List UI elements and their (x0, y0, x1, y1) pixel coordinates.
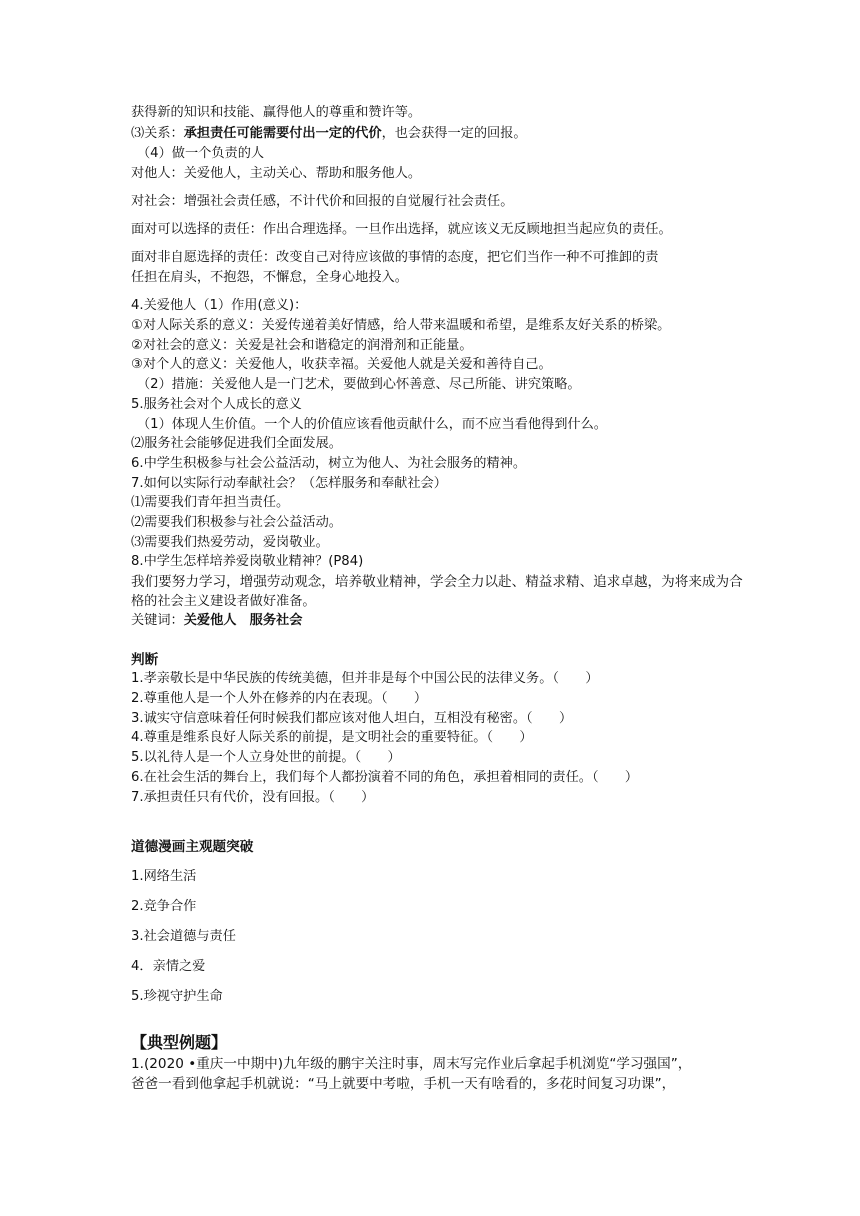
comic-heading: 道德漫画主观题突破 (131, 839, 254, 855)
judge-item: 4.尊重是维系良好人际关系的前提，是文明社会的重要特征。（ ） (131, 730, 533, 745)
label-relation: ⑶关系： (131, 126, 184, 141)
example-text: 1.(2020 •重庆一中期中)九年级的鹏宇关注时事，周末写完作业后拿起手机浏览“学习强国”， (131, 1056, 692, 1072)
text-line-relation (131, 125, 527, 143)
keywords-label: 关键词： (131, 613, 184, 628)
text-line: 6.中学生积极参与社会公益活动，树立为他人、为社会服务的精神。 (131, 456, 527, 471)
text-line: 对他人：关爱他人，主动关心、帮助和服务他人。 (131, 166, 422, 181)
text-line: ②对社会的意义：关爱是社会和谐稳定的润滑剂和正能量。 (131, 338, 473, 353)
section-heading: 8.中学生怎样培养爱岗敬业精神？(P84) (131, 554, 364, 569)
text-line: 任担在肩头，不抱怨，不懈怠，全身心地投入。 (131, 270, 408, 285)
section-heading: 5.服务社会对个人成长的意义 (131, 397, 302, 412)
comic-item: 3.社会道德与责任 (131, 929, 236, 944)
text-line: 面对非自愿选择的责任：改变自己对待应该做的事情的态度，把它们当作一种不可推卸的责 (131, 250, 659, 265)
example-text: 爸爸一看到他拿起手机就说：“马上就要中考啦，手机一天有啥看的，多花时间复习功课”， (131, 1076, 676, 1092)
subheading: （4）做一个负责的人 (137, 146, 265, 161)
text-line: ⑵服务社会能够促进我们全面发展。 (131, 436, 342, 451)
text-line: ⑴需要我们青年担当责任。 (131, 495, 290, 510)
text-line: 格的社会主义建设者做好准备。 (131, 594, 316, 609)
text-line: ①对人际关系的意义：关爱传递着美好情感，给人带来温暖和希望，是维系友好关系的桥梁。 (131, 318, 671, 333)
text-line: 获得新的知识和技能、赢得他人的尊重和赞许等。 (131, 105, 422, 120)
judge-item: 3.诚实守信意味着任何时候我们都应该对他人坦白，互相没有秘密。（ ） (131, 711, 573, 726)
judge-item: 5.以礼待人是一个人立身处世的前提。（ ） (131, 750, 401, 765)
keywords-value: 关爱他人 服务社会 (183, 613, 303, 628)
text-segment: ，也会获得一定的回报。 (381, 126, 527, 141)
text-line: ③对个人的意义：关爱他人，收获幸福。关爱他人就是关爱和善待自己。 (131, 357, 552, 372)
comic-item: 2.竞争合作 (131, 899, 197, 914)
section-heading: 7.如何以实际行动奉献社会？（怎样服务和奉献社会） (131, 476, 447, 491)
text-line: ⑶需要我们热爱劳动，爱岗敬业。 (131, 535, 329, 550)
text-line: （1）体现人生价值。一个人的价值应该看他贡献什么，而不应当看他得到什么。 (137, 417, 607, 432)
text-line: ⑵需要我们积极参与社会公益活动。 (131, 515, 342, 530)
text-line: （2）措施：关爱他人是一门艺术，要做到心怀善意、尽己所能、讲究策略。 (137, 377, 581, 392)
judge-item: 6.在社会生活的舞台上，我们每个人都扮演着不同的角色，承担着相同的责任。（ ） (131, 770, 639, 785)
section-heading: 4.关爱他人（1）作用(意义)： (131, 298, 308, 313)
judge-item: 2.尊重他人是一个人外在修养的内在表现。（ ） (131, 691, 428, 706)
text-line: 面对可以选择的责任：作出合理选择。一旦作出选择，就应该义无反顾地担当起应负的责任。 (131, 222, 672, 237)
text-line: 我们要努力学习，增强劳动观念，培养敬业精神，学会全力以赴、精益求精、追求卓越，为将来成为合 (131, 574, 743, 590)
example-heading: 【典型例题】 (131, 1033, 228, 1052)
comic-item: 4．亲情之爱 (131, 959, 206, 974)
keywords-line (131, 612, 302, 630)
judge-item: 1.孝亲敬长是中华民族的传统美德，但并非是每个中国公民的法律义务。（ ） (131, 671, 599, 686)
comic-item: 1.网络生活 (131, 869, 197, 884)
judge-heading: 判断 (131, 652, 159, 668)
comic-item: 5.珍视守护生命 (131, 989, 223, 1004)
bold-key-phrase: 承担责任可能需要付出一定的代价 (183, 126, 382, 141)
judge-item: 7.承担责任只有代价，没有回报。（ ） (131, 790, 375, 805)
text-line: 对社会：增强社会责任感，不计代价和回报的自觉履行社会责任。 (131, 194, 514, 209)
